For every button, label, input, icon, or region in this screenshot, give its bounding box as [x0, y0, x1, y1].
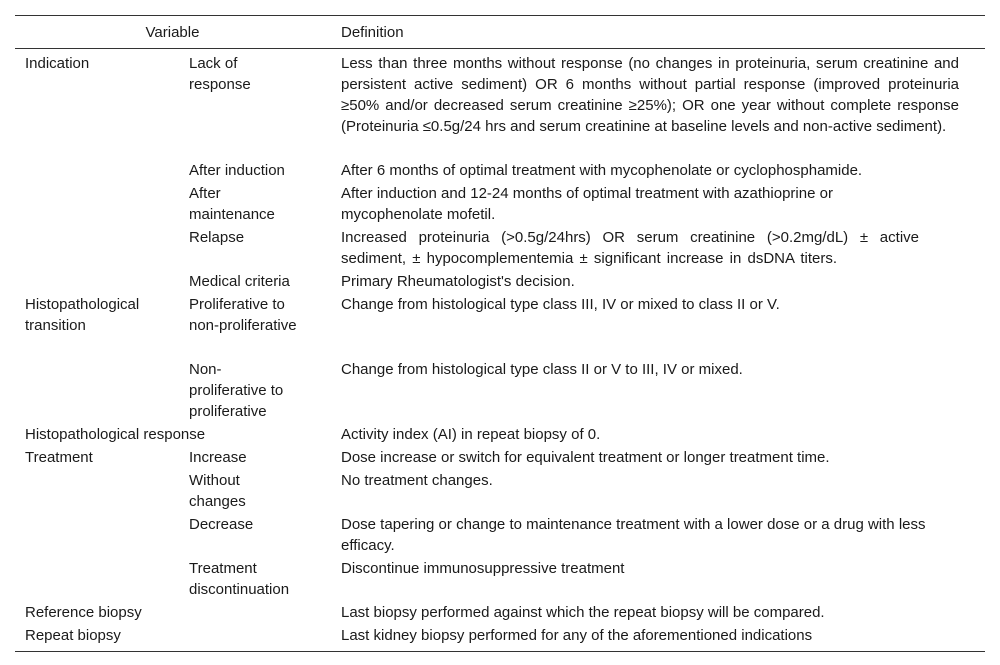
table-row [15, 470, 985, 514]
row-subcategory: Medical criteria [189, 273, 290, 290]
table-row [15, 602, 985, 625]
row-definition: Last biopsy performed against which the repeat biopsy will be compared. [341, 604, 825, 621]
row-category: Indication [25, 55, 90, 72]
row-category: Reference biopsy [25, 604, 142, 621]
row-definition: Change from histological type class III, IV or mixed to class II or V. [341, 296, 780, 313]
table-header [15, 16, 985, 49]
row-subcategory: Relapse [189, 229, 245, 246]
row-definition: After induction and 12-24 months of optimal treatment with azathioprine or mycophenolate mofetil. [341, 185, 833, 223]
row-definition: No treatment changes. [341, 472, 493, 489]
table-row [15, 558, 985, 602]
row-category: Histopathological transition [25, 296, 140, 334]
row-definition: Dose tapering or change to maintenance treatment with a lower dose or a drug with less efficacy. [341, 516, 926, 554]
row-definition: Activity index (AI) in repeat biopsy of 0. [341, 426, 601, 443]
table-row [15, 53, 985, 160]
row-definition: Dose increase or switch for equivalent treatment or longer treatment time. [341, 449, 830, 466]
row-subcategory: Without changes [189, 472, 246, 510]
definitions-table [15, 15, 985, 652]
row-subcategory: After induction [189, 162, 285, 179]
table-row [15, 227, 985, 271]
header-variable: Variable [145, 24, 200, 41]
row-subcategory: Non-proliferative to proliferative [189, 361, 284, 420]
table-row [15, 160, 985, 183]
row-subcategory: Decrease [189, 516, 254, 533]
row-subcategory: Increase [189, 449, 247, 466]
row-category: Repeat biopsy [25, 627, 121, 644]
row-category: Histopathological response [25, 426, 206, 443]
table-row [15, 424, 985, 447]
row-subcategory: Treatment discontinuation [189, 560, 290, 598]
row-definition: Primary Rheumatologist's decision. [341, 273, 575, 290]
table-row [15, 294, 985, 359]
row-category: Treatment [25, 449, 93, 466]
row-definition: Increased proteinuria (>0.5g/24hrs) OR serum creatinine (>0.2mg/dL) ± active sediment, ± hypocomplementemia ± significant increase in dsDNA titers. [341, 229, 919, 267]
row-definition: Change from histological type class II or V to III, IV or mixed. [341, 361, 743, 378]
row-definition: After 6 months of optimal treatment with mycophenolate or cyclophosphamide. [341, 162, 863, 179]
row-definition: Less than three months without response (no changes in proteinuria, serum creatinine and persistent active sediment) OR 6 months without partial response (improved proteinuria ≥50% and/or decreased serum creatinine ≥25%); OR one year without complete response (Proteinuria ≤0.5g/24 hrs and serum creatinine at baseline levels and non-active sediment). [341, 55, 959, 135]
row-subcategory: After maintenance [189, 185, 275, 223]
table-row [15, 514, 985, 558]
row-subcategory: Lack of response [189, 55, 251, 93]
table-row [15, 271, 985, 294]
header-definition: Definition [341, 24, 404, 41]
table-row [15, 447, 985, 470]
row-definition: Discontinue immunosuppressive treatment [341, 560, 625, 577]
table-row [15, 625, 985, 651]
row-definition: Last kidney biopsy performed for any of the aforementioned indications [341, 627, 813, 644]
table-row [15, 183, 985, 227]
row-subcategory: Proliferative to non-proliferative [189, 296, 297, 334]
table-row [15, 359, 985, 424]
